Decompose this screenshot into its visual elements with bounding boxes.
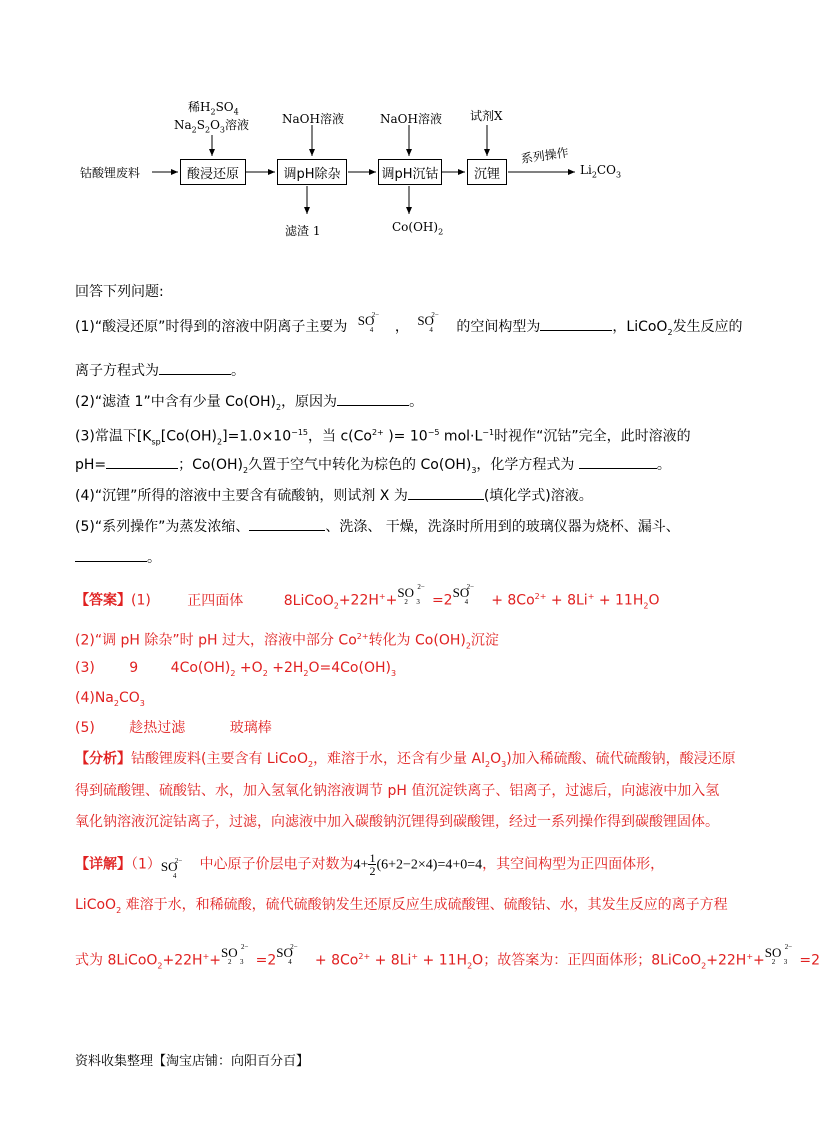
question-5-line2: 。 <box>75 549 161 567</box>
question-3-line2: pH= ；$Co(OH)_2$久置于空气中转化为棕色的 $Co(OH)_3$，化学方程式为 。 <box>75 457 671 475</box>
detail-line2: LiCoO$_2$ 难溶于水，和稀硫酸，硫代硫酸钠发生还原反应生成硫酸锂、硫酸钴、水，其发生反应的离子方程 <box>75 897 728 915</box>
question-1-line1: (1)“酸浸还原”时得到的溶液中阴离子主要为 SO 4 2− ， SO 4 2− 的空间构型为 ，LiCoO$_2$发生反应的 <box>75 311 743 337</box>
series-op-label: 系列操作 <box>519 145 570 167</box>
analysis-line1: 【分析】钴酸锂废料(主要含有 LiCoO$_2$，难溶于水，还含有少量 $Al_2O_3$)加入稀硫酸、硫代硫酸钠，酸浸还原 <box>75 751 736 769</box>
reagent3: NaOH溶液 <box>380 112 442 126</box>
analysis-line3: 氧化钠溶液沉淀钴离子，过滤，向滤液中加入碳酸钠沉锂得到碳酸锂，经过一系列操作得到碳酸锂固体。 <box>75 814 719 830</box>
reagent2: NaOH溶液 <box>282 112 344 126</box>
question-5-line1: (5)“系列操作”为蒸发浓缩、 、洗涤、 干燥，洗涤时所用到的玻璃仪器为烧杯、漏斗、 <box>75 519 680 535</box>
question-4: (4)“沉锂”所得的溶液中主要含有硫酸钠，则试剂 X 为 (填化学式)溶液。 <box>75 488 593 504</box>
feed-label: 钴酸锂废料 <box>80 166 141 180</box>
answer-3: (3) 9 $4Co(OH)_2 +O_2 +2H_2O=4Co(OH)_3$ <box>75 660 397 678</box>
analysis-line2: 得到硫酸锂、硫酸钴、水，加入氢氧化钠溶液调节 pH 值沉淀铁离子、铝离子，过滤后，向滤液中加入氢 <box>75 783 720 799</box>
question-1-line2: 离子方程式为 。 <box>75 363 245 379</box>
answer-5: (5) 趁热过滤 玻璃棒 <box>75 720 272 736</box>
answer-4: $(4)Na_2CO_3$ <box>75 690 145 708</box>
step-acid-leach: 酸浸还原 <box>180 159 246 185</box>
sulfate-ion-2: SO 4 2− <box>417 311 439 334</box>
page-footer: 资料收集整理【淘宝店铺：向阳百分百】 <box>75 1054 310 1069</box>
detail-line3: 式为 8LiCoO$_2$+22H++S 2 O 3 2− =2SO 4 2− + $8Co^{2+} + 8Li^+ + 11H_2O$；故答案为：正四面体形；8LiCoO$_2$+22H++S 2 O 3 2− =2 <box>75 942 820 971</box>
final-product: $Li_2CO_3$ <box>580 163 622 180</box>
step-lithium: 沉锂 <box>467 159 507 185</box>
question-2: (2)“滤渣 1”中含有少量 $Co(OH)_2$，原因为 。 <box>75 394 424 412</box>
product-cobalt: $Co(OH)_2$ <box>392 220 444 237</box>
answer-1: 【答案】(1) 正四面体 8LiCoO$_2$+22H++S 2 O 3 2− =2SO 4 2− + $8Co^{2+} + 8Li^+ + 11H_2O$ <box>75 582 660 611</box>
reagent1-line2: $Na_2S_2O_3$溶液 <box>174 118 250 135</box>
residue1: 滤渣 1 <box>285 224 321 238</box>
sulfate-ion: SO 4 2− <box>357 311 380 334</box>
reagent1-line1: 稀$H_2SO_4$ <box>188 100 239 117</box>
step-ph-impurity: 调pH除杂 <box>277 159 347 185</box>
answer-2: (2)“调 pH 除杂”时 pH 过大，溶液中部分 $Co^{2+}$转化为 $Co(OH)_2$沉淀 <box>75 632 499 651</box>
reagent4: 试剂X <box>470 109 503 123</box>
detail-line1: 【详解】（1）SO 4 2− 中心原子价层电子对数为4+ $\frac{1}{2}$ (6+2−2×4)=4+0=4，其空间构型为正四面体形， <box>75 851 665 880</box>
question-3-line1: (3)常温下[$K_{sp}[Co(OH)_2]=1.0\times 10^{-15}$，当 $c(Co^{2+}$ )= $10^{-5}$ $mol\cdot L^{-1}$时视作“沉钴”完全，此时溶液的 <box>75 428 691 447</box>
step-ph-cobalt: 调pH沉钴 <box>378 159 442 185</box>
question-intro: 回答下列问题: <box>75 284 164 300</box>
